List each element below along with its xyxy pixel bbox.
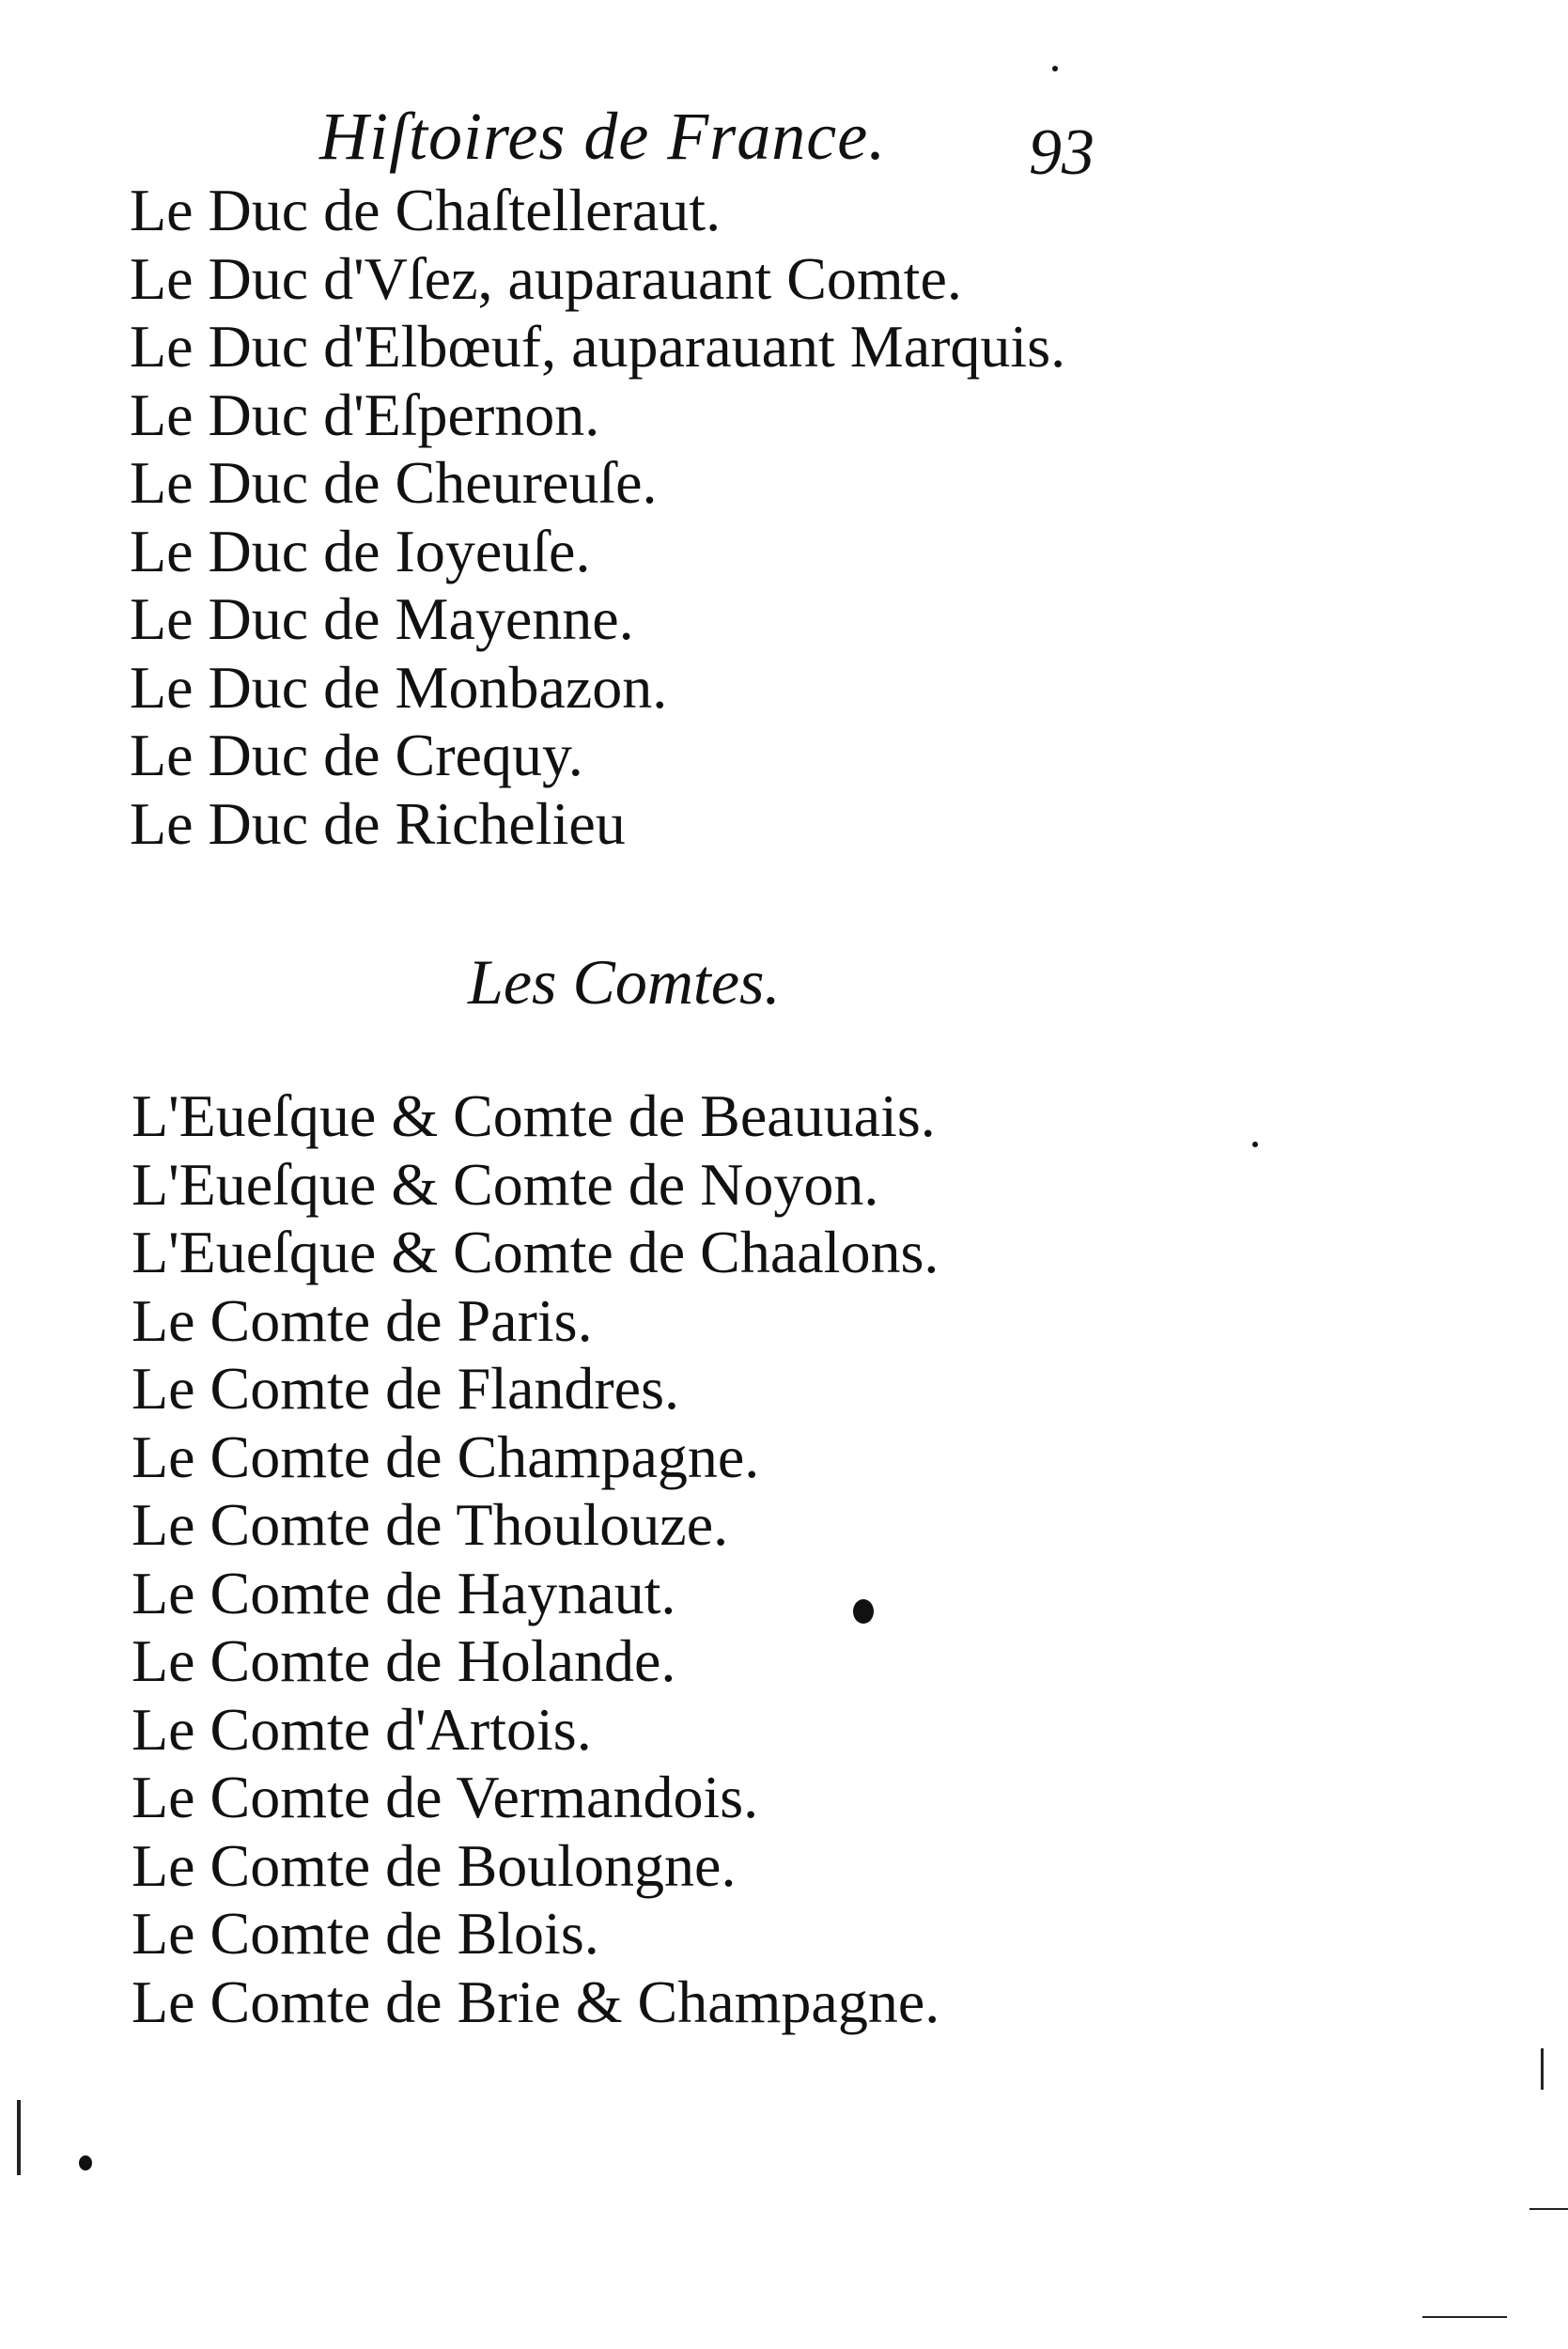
list-item: Le Duc d'Eſpernon. — [130, 381, 600, 448]
list-item: Le Comte de Champagne. — [132, 1423, 760, 1490]
list-item: L'Eueſque & Comte de Noyon. — [132, 1150, 879, 1218]
list-item: Le Comte de Vermandois. — [132, 1764, 759, 1830]
section-heading: Les Comtes. — [468, 946, 781, 1018]
list-item: Le Duc d'Elbœuf, auparauant Marquis. — [130, 313, 1066, 380]
list-item: Le Duc de Monbazon. — [130, 653, 668, 721]
list-item: Le Comte de Flandres. — [132, 1355, 679, 1422]
list-item: Le Duc d'Vſez, auparauant Comte. — [130, 244, 962, 312]
running-title: Hiſtoires de France. — [319, 99, 887, 174]
scratch-mark — [1541, 2048, 1544, 2090]
list-item: Le Comte de Blois. — [132, 1900, 599, 1967]
list-item: Le Duc de Crequy. — [130, 722, 583, 788]
list-item: Le Comte de Holande. — [132, 1627, 676, 1694]
list-item: L'Eueſque & Comte de Beauuais. — [132, 1082, 936, 1149]
ink-speck — [853, 1599, 874, 1624]
scratch-mark — [17, 2100, 21, 2175]
list-item: Le Duc de Chaſtelleraut. — [130, 177, 722, 243]
dukes-list — [130, 177, 1065, 858]
ink-speck — [1252, 1142, 1258, 1147]
ink-speck — [79, 2155, 92, 2170]
ink-speck — [1052, 66, 1058, 71]
scratch-mark — [1422, 2316, 1507, 2318]
list-item: Le Duc de Cheureuſe. — [130, 449, 658, 516]
list-item: Le Duc de Richelieu — [130, 789, 626, 857]
list-item: Le Comte de Brie & Champagne. — [132, 1968, 940, 2035]
list-item: Le Duc de Mayenne. — [130, 585, 634, 652]
list-item: Le Comte de Boulongne. — [132, 1831, 737, 1899]
scratch-mark — [1529, 2208, 1568, 2210]
list-item: Le Duc de Ioyeuſe. — [130, 517, 591, 584]
list-item: Le Comte de Paris. — [132, 1286, 593, 1354]
list-item: L'Eueſque & Comte de Chaalons. — [132, 1219, 939, 1285]
counts-list — [132, 1082, 939, 2036]
list-item: Le Comte de Thoulouze. — [132, 1491, 729, 1558]
list-item: Le Comte d'Artois. — [132, 1695, 592, 1763]
page-number: 93 — [1029, 117, 1094, 189]
list-item: Le Comte de Haynaut. — [132, 1559, 676, 1626]
